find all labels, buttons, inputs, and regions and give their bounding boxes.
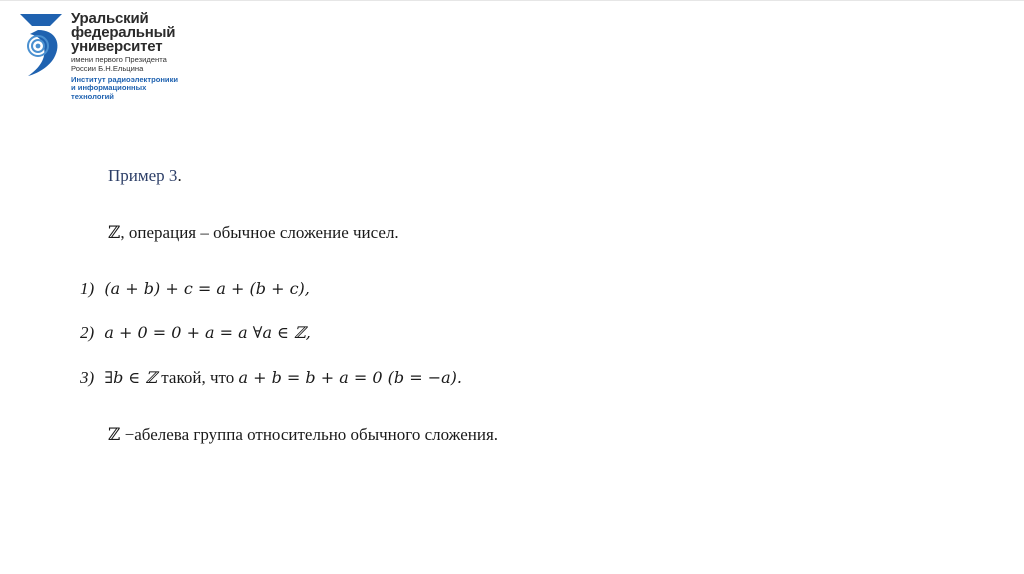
- top-border: [0, 0, 1024, 1]
- logo-name-line3: университет: [71, 38, 163, 55]
- property-1-formula: (a + b) + c = a + (b + c),: [104, 279, 310, 298]
- logo-name-line2: федеральный: [71, 24, 176, 41]
- logo-inst-line2: и информационных: [71, 83, 147, 93]
- property-3-number: 3): [80, 368, 95, 387]
- property-2: [80, 323, 311, 343]
- logo-text: [71, 12, 178, 101]
- logo-inst-line1: Институт радиоэлектроники: [71, 75, 179, 85]
- property-3: [80, 368, 462, 388]
- example-title-dot: .: [177, 166, 182, 185]
- property-1: [80, 279, 310, 299]
- urfu-emblem-icon: [16, 12, 66, 78]
- urfu-logo: [16, 10, 246, 110]
- conclusion-line: ℤ −абелева группа относительно обычного сложения.: [108, 425, 499, 444]
- logo-sub-line2: России Б.Н.Ельцина: [71, 63, 144, 73]
- intro-line: ℤ, операция – обычное сложение чисел.: [108, 223, 399, 242]
- example-title-text: Пример 3: [108, 166, 178, 185]
- property-1-number: 1): [80, 279, 95, 298]
- property-2-formula: a + 0 = 0 + a = a ∀a ∈ ℤ,: [104, 323, 311, 342]
- example-title: [108, 166, 182, 186]
- property-3-formula-a: ∃b ∈ ℤ: [104, 368, 158, 387]
- property-2-number: 2): [80, 323, 95, 342]
- logo-name-line1: Уральский: [71, 10, 149, 27]
- logo-inst-line3: технологий: [71, 91, 114, 101]
- property-3-formula-b: a + b = b + a = 0 (b = −a).: [238, 368, 462, 387]
- logo-sub-line1: имени первого Президента: [71, 55, 167, 64]
- property-3-text: такой, что: [157, 368, 239, 387]
